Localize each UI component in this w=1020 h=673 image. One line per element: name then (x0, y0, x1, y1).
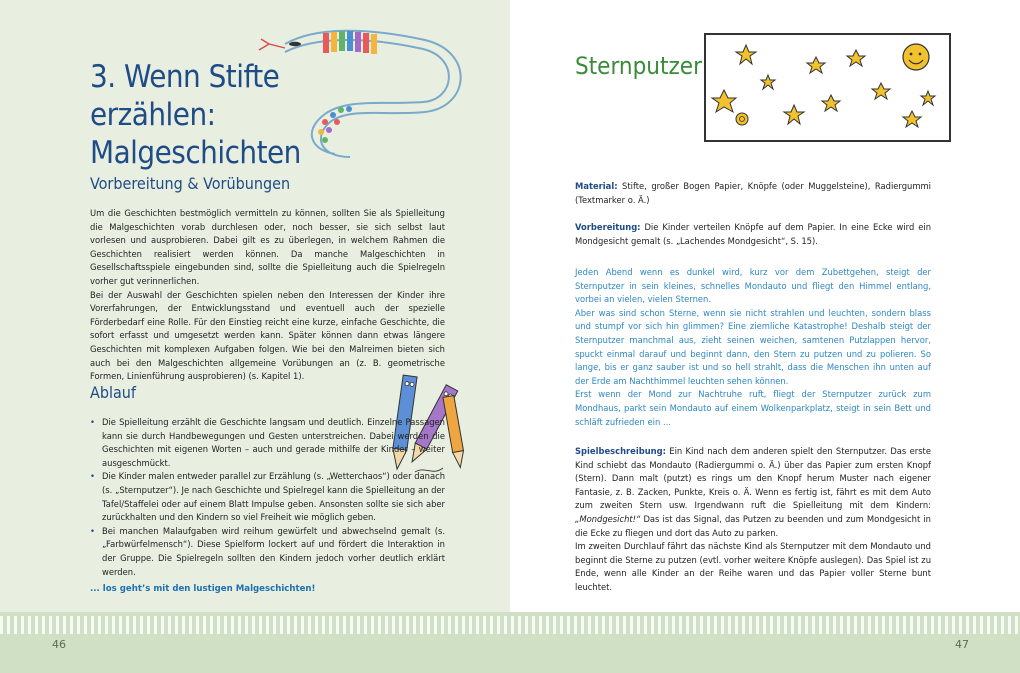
prep-label: Vorbereitung: (575, 222, 641, 232)
game-paragraph (575, 445, 931, 540)
list-item: • Bei manchen Malaufgaben wird reihum gewürfelt und abwechselnd gemalt (s. „Farbwürfelmensch“). Diese Spielform lockert auf und fördert die Interaktion in der Gruppe. Die Spielregeln sollten den Kindern jedoch vorher deutlich erklärt werden. (90, 525, 445, 579)
preparation-text (90, 207, 445, 384)
section-heading-preparation: Vorbereitung & Vorübungen (90, 174, 291, 193)
material-text (575, 180, 931, 207)
star-picture-illustration (704, 33, 951, 142)
story-paragraph: Jeden Abend wenn es dunkel wird, kurz vor dem Zubettgehen, steigt der Sternputzer in sein kleines, schnelles Mondauto und fliegt den Himmel entlang, vorbei an vielen, vielen Sternen. (575, 267, 931, 305)
preparation-instructions (575, 221, 931, 248)
prep-value: Die Kinder verteilen Knöpfe auf dem Papier. In eine Ecke wird ein Mondgesicht gemalt (s. „Lachendes Mondgesicht“, S. 15). (575, 222, 931, 246)
story-text (575, 266, 931, 429)
paragraph: Um die Geschichten bestmöglich vermitteln zu können, sollten Sie als Spielleitung die Malgeschichten vorab durchlesen oder, noch besser, sie sich selbst laut vorlesen und ausprobieren. Dabei gilt es zu überlegen, in welchem Rahmen die Geschichten realisiert werden können. Da manche Malgeschichten in Gesellschaftsspiele eingebunden sind, sollte die Spielleitung auch die Spielregeln vorher gut verinnerlichen. (90, 208, 445, 286)
material-label: Material: (575, 181, 618, 191)
chapter-title-line-2: Malgeschichten (90, 135, 301, 171)
game-text-part: Ein Kind nach dem anderen spielt den Sternputzer. Das erste Kind schiebt das Mondauto (Radiergummi o. Ä.) über das Papier zum ersten Knopf (Stern). Dann malt (putzt) es rings um den Knopf herum Muster nach eigener Fantasie, z. B. Zacken, Punkte, Kreis o. Ä. Wenn es fertig ist, fährt es mit dem Auto zum zweiten Stern usw. Irgendwann ruft die Spielleitung mit dem Kindern: (575, 446, 931, 511)
star-drawings (706, 35, 949, 140)
procedure-list (90, 416, 445, 579)
game-paragraph: Im zweiten Durchlauf fährt das nächste Kind als Sternputzer mit dem Mondauto und beginnt die Sterne zu putzen (evtl. vorher weitere Knöpfe auslegen). Das Spiel ist zu Ende, wenn alle Kinder an der Reihe waren und das Papier voller Sterne bunt leuchtet. (575, 541, 931, 592)
material-value: Stifte, großer Bogen Papier, Knöpfe (oder Muggelsteine), Radiergummi (Textmarker o. Ä.) (575, 181, 931, 205)
page-number-right: 47 (955, 638, 969, 651)
snake-illustration (255, 22, 470, 162)
game-text-part: Das ist das Signal, das Putzen zu beenden und zum Mondgesicht in die Ecke zu fliegen und dort das Auto zu parken. (575, 513, 931, 538)
story-paragraph: Erst wenn der Mond zur Nachtruhe ruft, fliegt der Sternputzer zurück zum Mondhaus, parkt sein Mondauto auf einem Wolkenparkplatz, steigt in sein Bett und schläft zufrieden ein ... (575, 389, 931, 427)
closing-line: ... los geht’s mit den lustigen Malgeschichten! (90, 584, 316, 594)
chapter-title-line-1: 3. Wenn Stifte erzählen: (90, 59, 280, 133)
story-title: Sternputzer (575, 52, 702, 80)
page-number-left: 46 (52, 638, 66, 651)
game-quote: „Mondgesicht!“ (575, 513, 641, 524)
story-paragraph: Aber was sind schon Sterne, wenn sie nicht strahlen und leuchten, sondern blass und stumpf vor sich hin glimmen? Eine ziemliche Katastrophe! Deshalb steigt der Sternputzer manchmal aus, zieht seinen weichen, samtenen Putzlappen hervor, spuckt einmal darauf und beginnt dann, den Stern zu putzen und zu polieren. So lange, bis er ganz sauber ist und so hell strahlt, dass die Menschen ihn unten auf der Erde am Nachthimmel leuchten sehen können. (575, 307, 931, 386)
section-heading-procedure: Ablauf (90, 383, 136, 402)
paragraph: Bei der Auswahl der Geschichten spielen neben den Interessen der Kinder ihre Vorerfahrungen, der Entwicklungsstand und eventuell auch der spezielle Förderbedarf eine Rolle. Für den Einstieg reicht eine kurze, einfache Geschichte, die sofort erfasst und umgesetzt werden kann. Später können dann etwas längere Geschichten mit komplexen Aufgaben folgen. Wie bei den Malreimen bieten sich auch bei den Malgeschichten allgemeine Vorübungen an (z. B. geometrische Formen, Linienführung ausprobieren) (s. Kapitel 1). (90, 289, 445, 382)
game-description (575, 445, 931, 595)
list-item: • Die Spielleitung erzählt die Geschichte langsam und deutlich. Einzelne Passagen kann sie durch Handbewegungen und Gesten unterstreichen. Dabei werden die Geschichten mit eigenen Worten – auch und gerade mithilfe der Kinder – weiter ausgeschmückt. (90, 416, 445, 470)
footer-fence-pattern (0, 616, 1020, 634)
game-label: Spielbeschreibung: (575, 446, 666, 456)
list-item: • Die Kinder malen entweder parallel zur Erzählung (s. „Wetterchaos“) oder danach (s. „Sternputzer“). Je nach Geschichte und Spielregel kann die Spielleitung an der Tafel/Staffelei oder auf einem Blatt Impulse geben. Ansonsten sollte sie sich aber zurückhalten und den Kindern so viel Freiheit wie möglich geben. (90, 470, 445, 524)
